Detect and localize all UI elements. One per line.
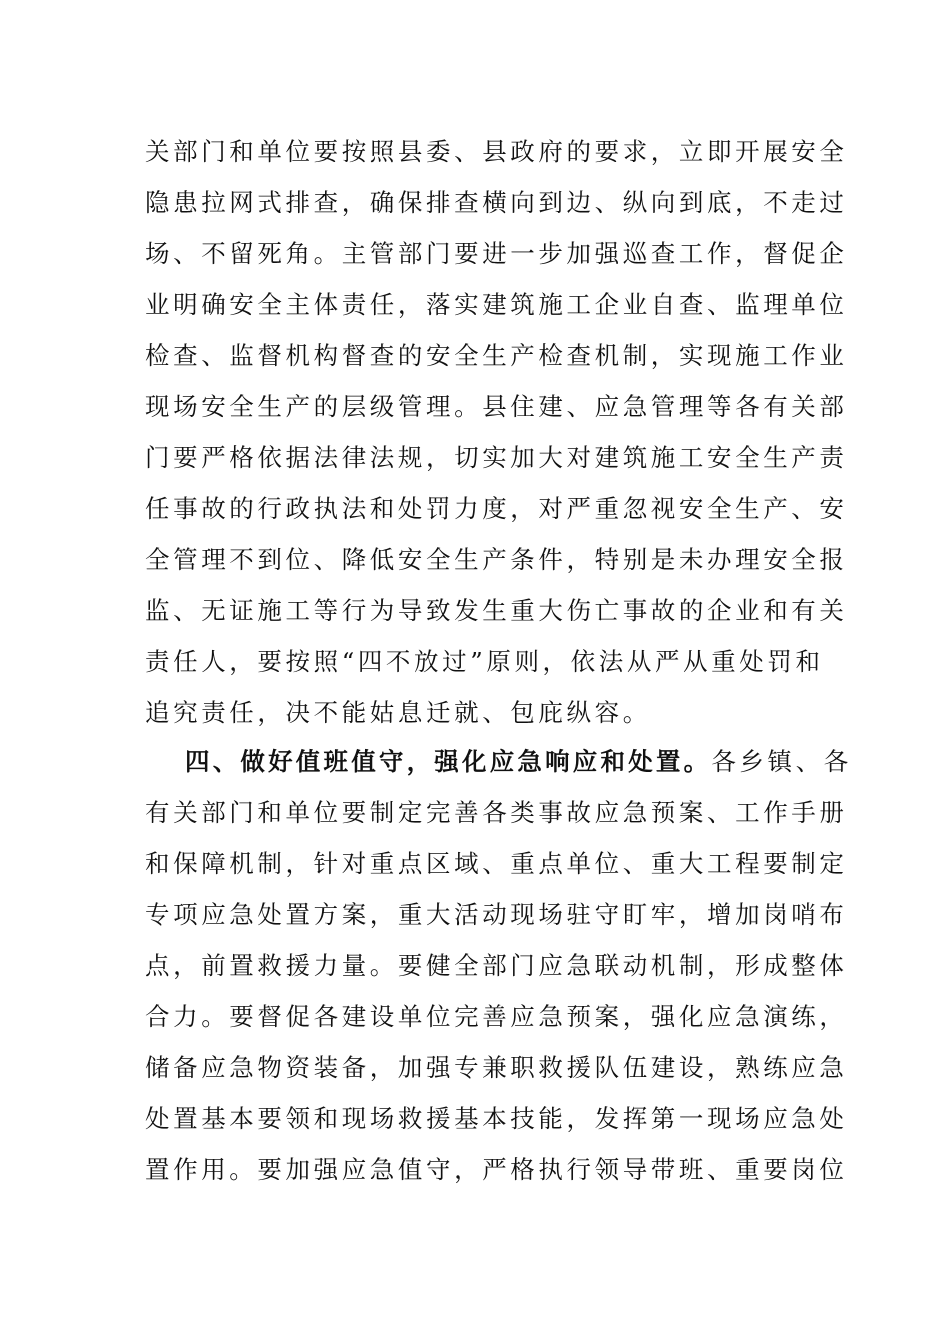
paragraph-2-line: 置作用。要加强应急值守，严格执行领导带班、重要岗位	[145, 1155, 848, 1184]
paragraph-1-line: 追究责任，决不能姑息迁就、包庇纵容。	[145, 698, 651, 727]
paragraph-2-line: 和保障机制，针对重点区域、重点单位、重大工程要制定	[145, 849, 848, 878]
section-heading: 四、做好值班值守，强化应急响应和处置。	[185, 747, 712, 776]
paragraph-1-line: 检查、监督机构督查的安全生产检查机制，实现施工作业	[145, 341, 848, 370]
paragraph-1	[145, 126, 848, 738]
paragraph-1-line: 现场安全生产的层级管理。县住建、应急管理等各有关部	[145, 392, 848, 421]
paragraph-1-line: 全管理不到位、降低安全生产条件，特别是未办理安全报	[145, 545, 848, 574]
paragraph-2-first-line	[145, 736, 852, 787]
paragraph-2-line: 点，前置救援力量。要健全部门应急联动机制，形成整体	[145, 951, 848, 980]
paragraph-2-line: 专项应急处置方案，重大活动现场驻守盯牢，增加岗哨布	[145, 900, 848, 929]
paragraph-1-line: 任事故的行政执法和处罚力度，对严重忽视安全生产、安	[145, 494, 848, 523]
paragraph-1-line: 场、不留死角。主管部门要进一步加强巡查工作，督促企	[145, 239, 848, 268]
paragraph-1-line: 隐患拉网式排查，确保排查横向到边、纵向到底，不走过	[145, 188, 848, 217]
paragraph-2	[145, 736, 852, 1195]
paragraph-1-line: 责任人，要按照“四不放过”原则，依法从严从重处罚和	[145, 647, 824, 676]
paragraph-2-line: 处置基本要领和现场救援基本技能，发挥第一现场应急处	[145, 1104, 848, 1133]
paragraph-1-line: 门要严格依据法律法规，切实加大对建筑施工安全生产责	[145, 443, 848, 472]
paragraph-2-line: 储备应急物资装备，加强专兼职救援队伍建设，熟练应急	[145, 1053, 848, 1082]
paragraph-1-line: 监、无证施工等行为导致发生重大伤亡事故的企业和有关	[145, 596, 848, 625]
paragraph-2-first-line-text: 各乡镇、各	[711, 747, 852, 776]
paragraph-1-line: 业明确安全主体责任，落实建筑施工企业自查、监理单位	[145, 290, 848, 319]
paragraph-2-line: 有关部门和单位要制定完善各类事故应急预案、工作手册	[145, 798, 848, 827]
paragraph-2-line: 合力。要督促各建设单位完善应急预案，强化应急演练，	[145, 1002, 848, 1031]
paragraph-1-line: 关部门和单位要按照县委、县政府的要求，立即开展安全	[145, 137, 848, 166]
